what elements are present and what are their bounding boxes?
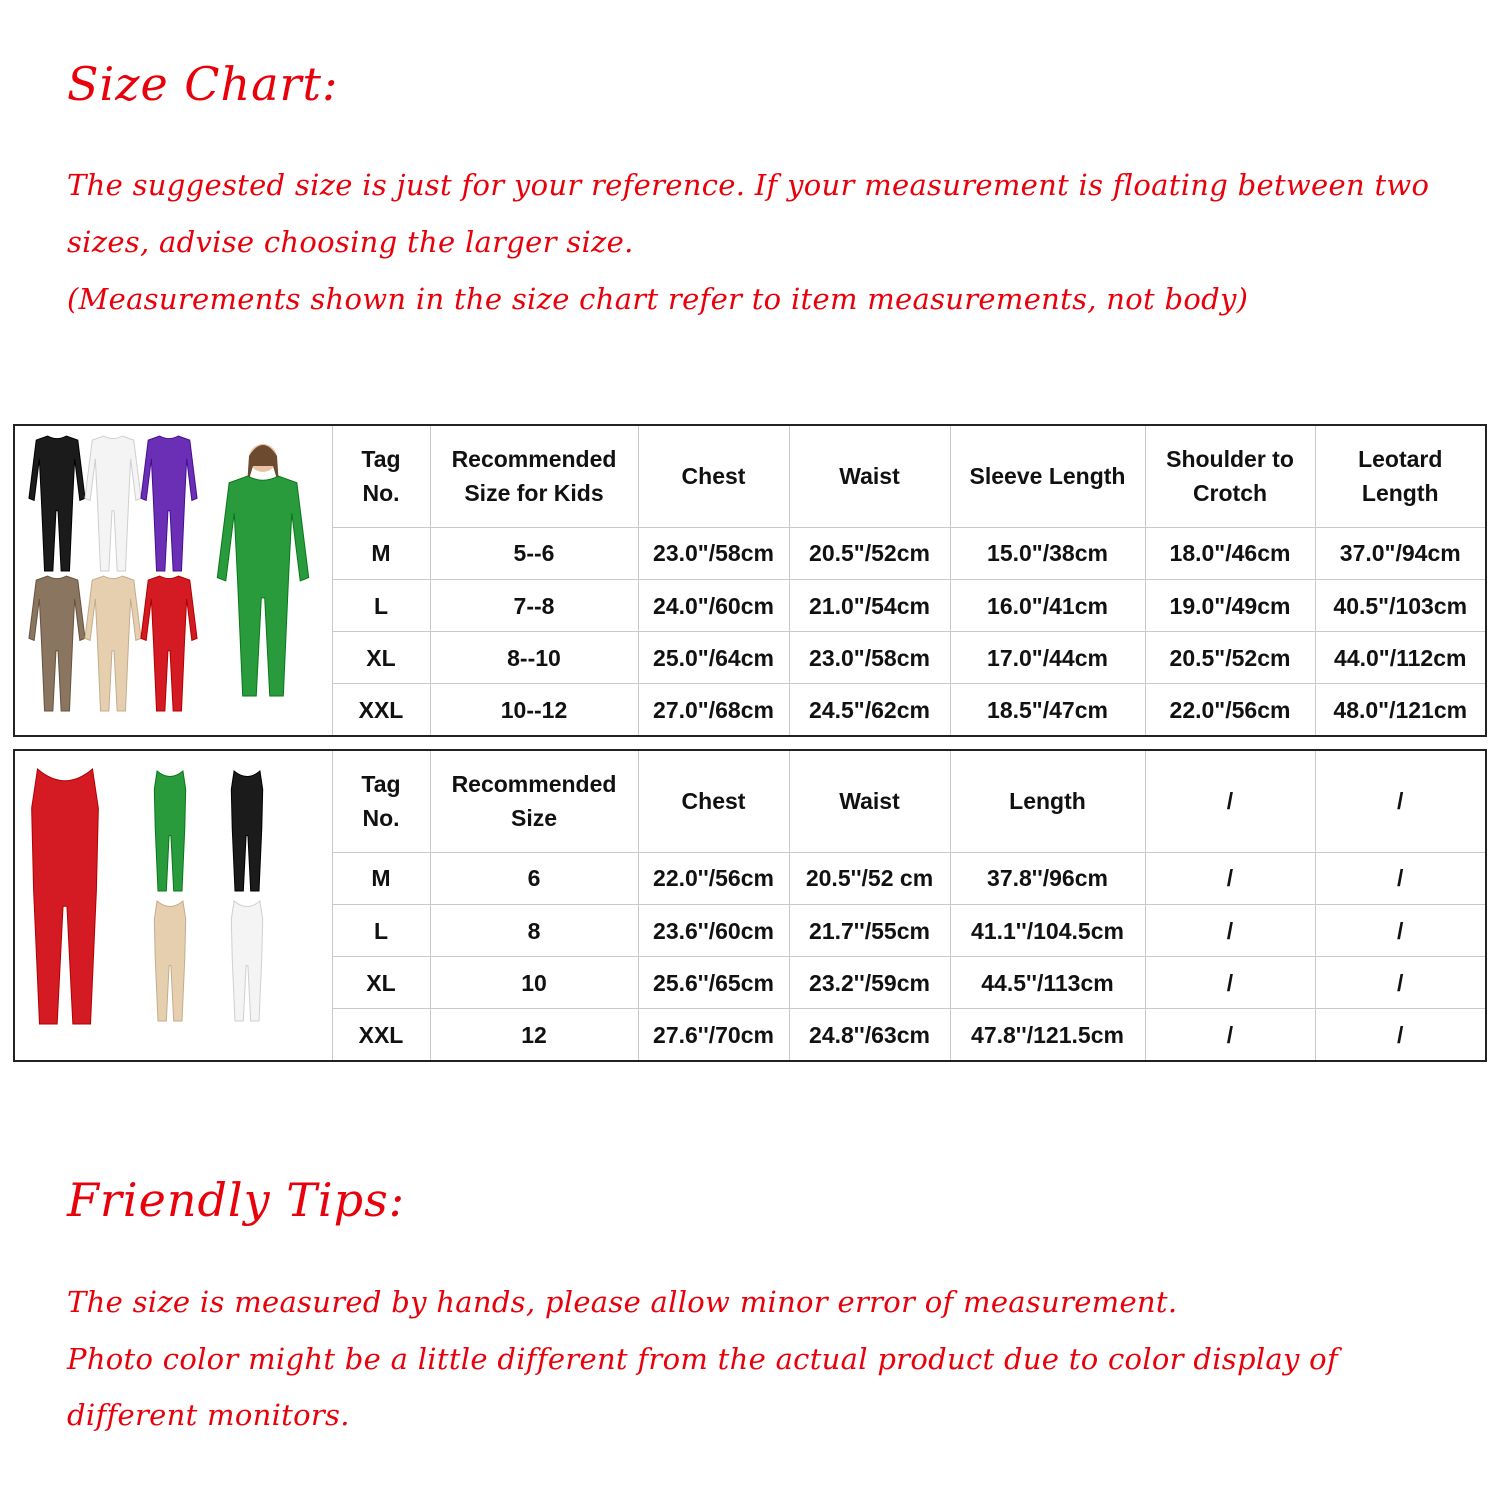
unitard-figure <box>232 901 263 1021</box>
cell: / <box>1315 1009 1486 1061</box>
cell: / <box>1315 957 1486 1009</box>
cell: 44.5''/113cm <box>950 957 1145 1009</box>
cell: 18.0"/46cm <box>1145 527 1315 579</box>
unitard-figure <box>85 576 141 711</box>
cell: 24.5"/62cm <box>789 684 950 736</box>
cell: 6 <box>430 852 638 904</box>
long-sleeve-unitard-figures <box>15 426 331 726</box>
size-note-line-2: sizes, advise choosing the larger size. <box>67 225 634 259</box>
cell: 21.7''/55cm <box>789 904 950 956</box>
cell: 10--12 <box>430 684 638 736</box>
header-blank-2: / <box>1315 750 1486 852</box>
friendly-tips-title: Friendly Tips: <box>67 1173 406 1227</box>
cell: M <box>332 852 430 904</box>
unitard-figure <box>218 476 309 696</box>
unitard-figure <box>141 576 197 711</box>
cell: 15.0"/38cm <box>950 527 1145 579</box>
cell: 25.6''/65cm <box>638 957 789 1009</box>
header-shoulder-to-crotch: Shoulder to Crotch <box>1145 425 1315 527</box>
header-tag-no: Tag No. <box>332 750 430 852</box>
cell: 23.6''/60cm <box>638 904 789 956</box>
header-sleeve-length: Sleeve Length <box>950 425 1145 527</box>
cell: 23.0"/58cm <box>638 527 789 579</box>
header-blank-1: / <box>1145 750 1315 852</box>
cell: 18.5"/47cm <box>950 684 1145 736</box>
unitard-figure <box>141 436 197 571</box>
cell: 20.5"/52cm <box>789 527 950 579</box>
cell: 5--6 <box>430 527 638 579</box>
header-recommended-size: Recommended Size <box>430 750 638 852</box>
cell: / <box>1145 1009 1315 1061</box>
size-note-line-3: (Measurements shown in the size chart refer to item measurements, not body) <box>67 282 1249 316</box>
size-table-sleeveless <box>13 749 1487 1062</box>
cell: 8--10 <box>430 632 638 684</box>
unitard-figure <box>29 436 85 571</box>
cell: XXL <box>332 1009 430 1061</box>
cell: 21.0"/54cm <box>789 579 950 631</box>
cell: L <box>332 579 430 631</box>
sleeveless-unitard-figures <box>15 751 331 1051</box>
cell: 27.0"/68cm <box>638 684 789 736</box>
cell: / <box>1145 904 1315 956</box>
cell: 8 <box>430 904 638 956</box>
cell: 24.8''/63cm <box>789 1009 950 1061</box>
header-tag-no: Tag No. <box>332 425 430 527</box>
cell: / <box>1315 852 1486 904</box>
tips-line-1: The size is measured by hands, please allow minor error of measurement. <box>67 1285 1178 1319</box>
header-recommended-size: Recommended Size for Kids <box>430 425 638 527</box>
cell: 47.8''/121.5cm <box>950 1009 1145 1061</box>
header-leotard-length: Leotard Length <box>1315 425 1486 527</box>
cell: 37.0"/94cm <box>1315 527 1486 579</box>
cell: 25.0"/64cm <box>638 632 789 684</box>
cell: 44.0"/112cm <box>1315 632 1486 684</box>
header-waist: Waist <box>789 425 950 527</box>
cell: 37.8''/96cm <box>950 852 1145 904</box>
table-header-row <box>14 425 1486 527</box>
cell: 24.0"/60cm <box>638 579 789 631</box>
cell: / <box>1315 904 1486 956</box>
cell: XL <box>332 957 430 1009</box>
unitard-figure <box>155 771 186 891</box>
cell: L <box>332 904 430 956</box>
unitard-figure <box>85 436 141 571</box>
cell: 7--8 <box>430 579 638 631</box>
product-image-sleeveless <box>14 750 332 1061</box>
header-chest: Chest <box>638 425 789 527</box>
cell: M <box>332 527 430 579</box>
cell: 17.0"/44cm <box>950 632 1145 684</box>
size-note-line-1: The suggested size is just for your reference. If your measurement is floating between two <box>67 168 1430 202</box>
cell: 22.0''/56cm <box>638 852 789 904</box>
cell: / <box>1145 957 1315 1009</box>
cell: 22.0"/56cm <box>1145 684 1315 736</box>
unitard-figure <box>29 576 85 711</box>
cell: 40.5"/103cm <box>1315 579 1486 631</box>
cell: 41.1''/104.5cm <box>950 904 1145 956</box>
size-chart-title: Size Chart: <box>67 57 339 111</box>
unitard-figure <box>32 769 99 1024</box>
header-waist: Waist <box>789 750 950 852</box>
size-table-long-sleeve <box>13 424 1487 737</box>
unitard-figure <box>155 901 186 1021</box>
unitard-figure <box>232 771 263 891</box>
cell: 48.0"/121cm <box>1315 684 1486 736</box>
tips-line-3: different monitors. <box>67 1398 350 1432</box>
cell: 20.5"/52cm <box>1145 632 1315 684</box>
cell: 23.0"/58cm <box>789 632 950 684</box>
cell: 27.6''/70cm <box>638 1009 789 1061</box>
cell: 16.0"/41cm <box>950 579 1145 631</box>
header-length: Length <box>950 750 1145 852</box>
cell: XL <box>332 632 430 684</box>
cell: 10 <box>430 957 638 1009</box>
cell: 23.2''/59cm <box>789 957 950 1009</box>
header-chest: Chest <box>638 750 789 852</box>
cell: / <box>1145 852 1315 904</box>
cell: 19.0"/49cm <box>1145 579 1315 631</box>
table-header-row <box>14 750 1486 852</box>
cell: 20.5''/52 cm <box>789 852 950 904</box>
tips-line-2: Photo color might be a little different from the actual product due to color display of <box>67 1342 1338 1376</box>
product-image-long-sleeve <box>14 425 332 736</box>
cell: XXL <box>332 684 430 736</box>
cell: 12 <box>430 1009 638 1061</box>
